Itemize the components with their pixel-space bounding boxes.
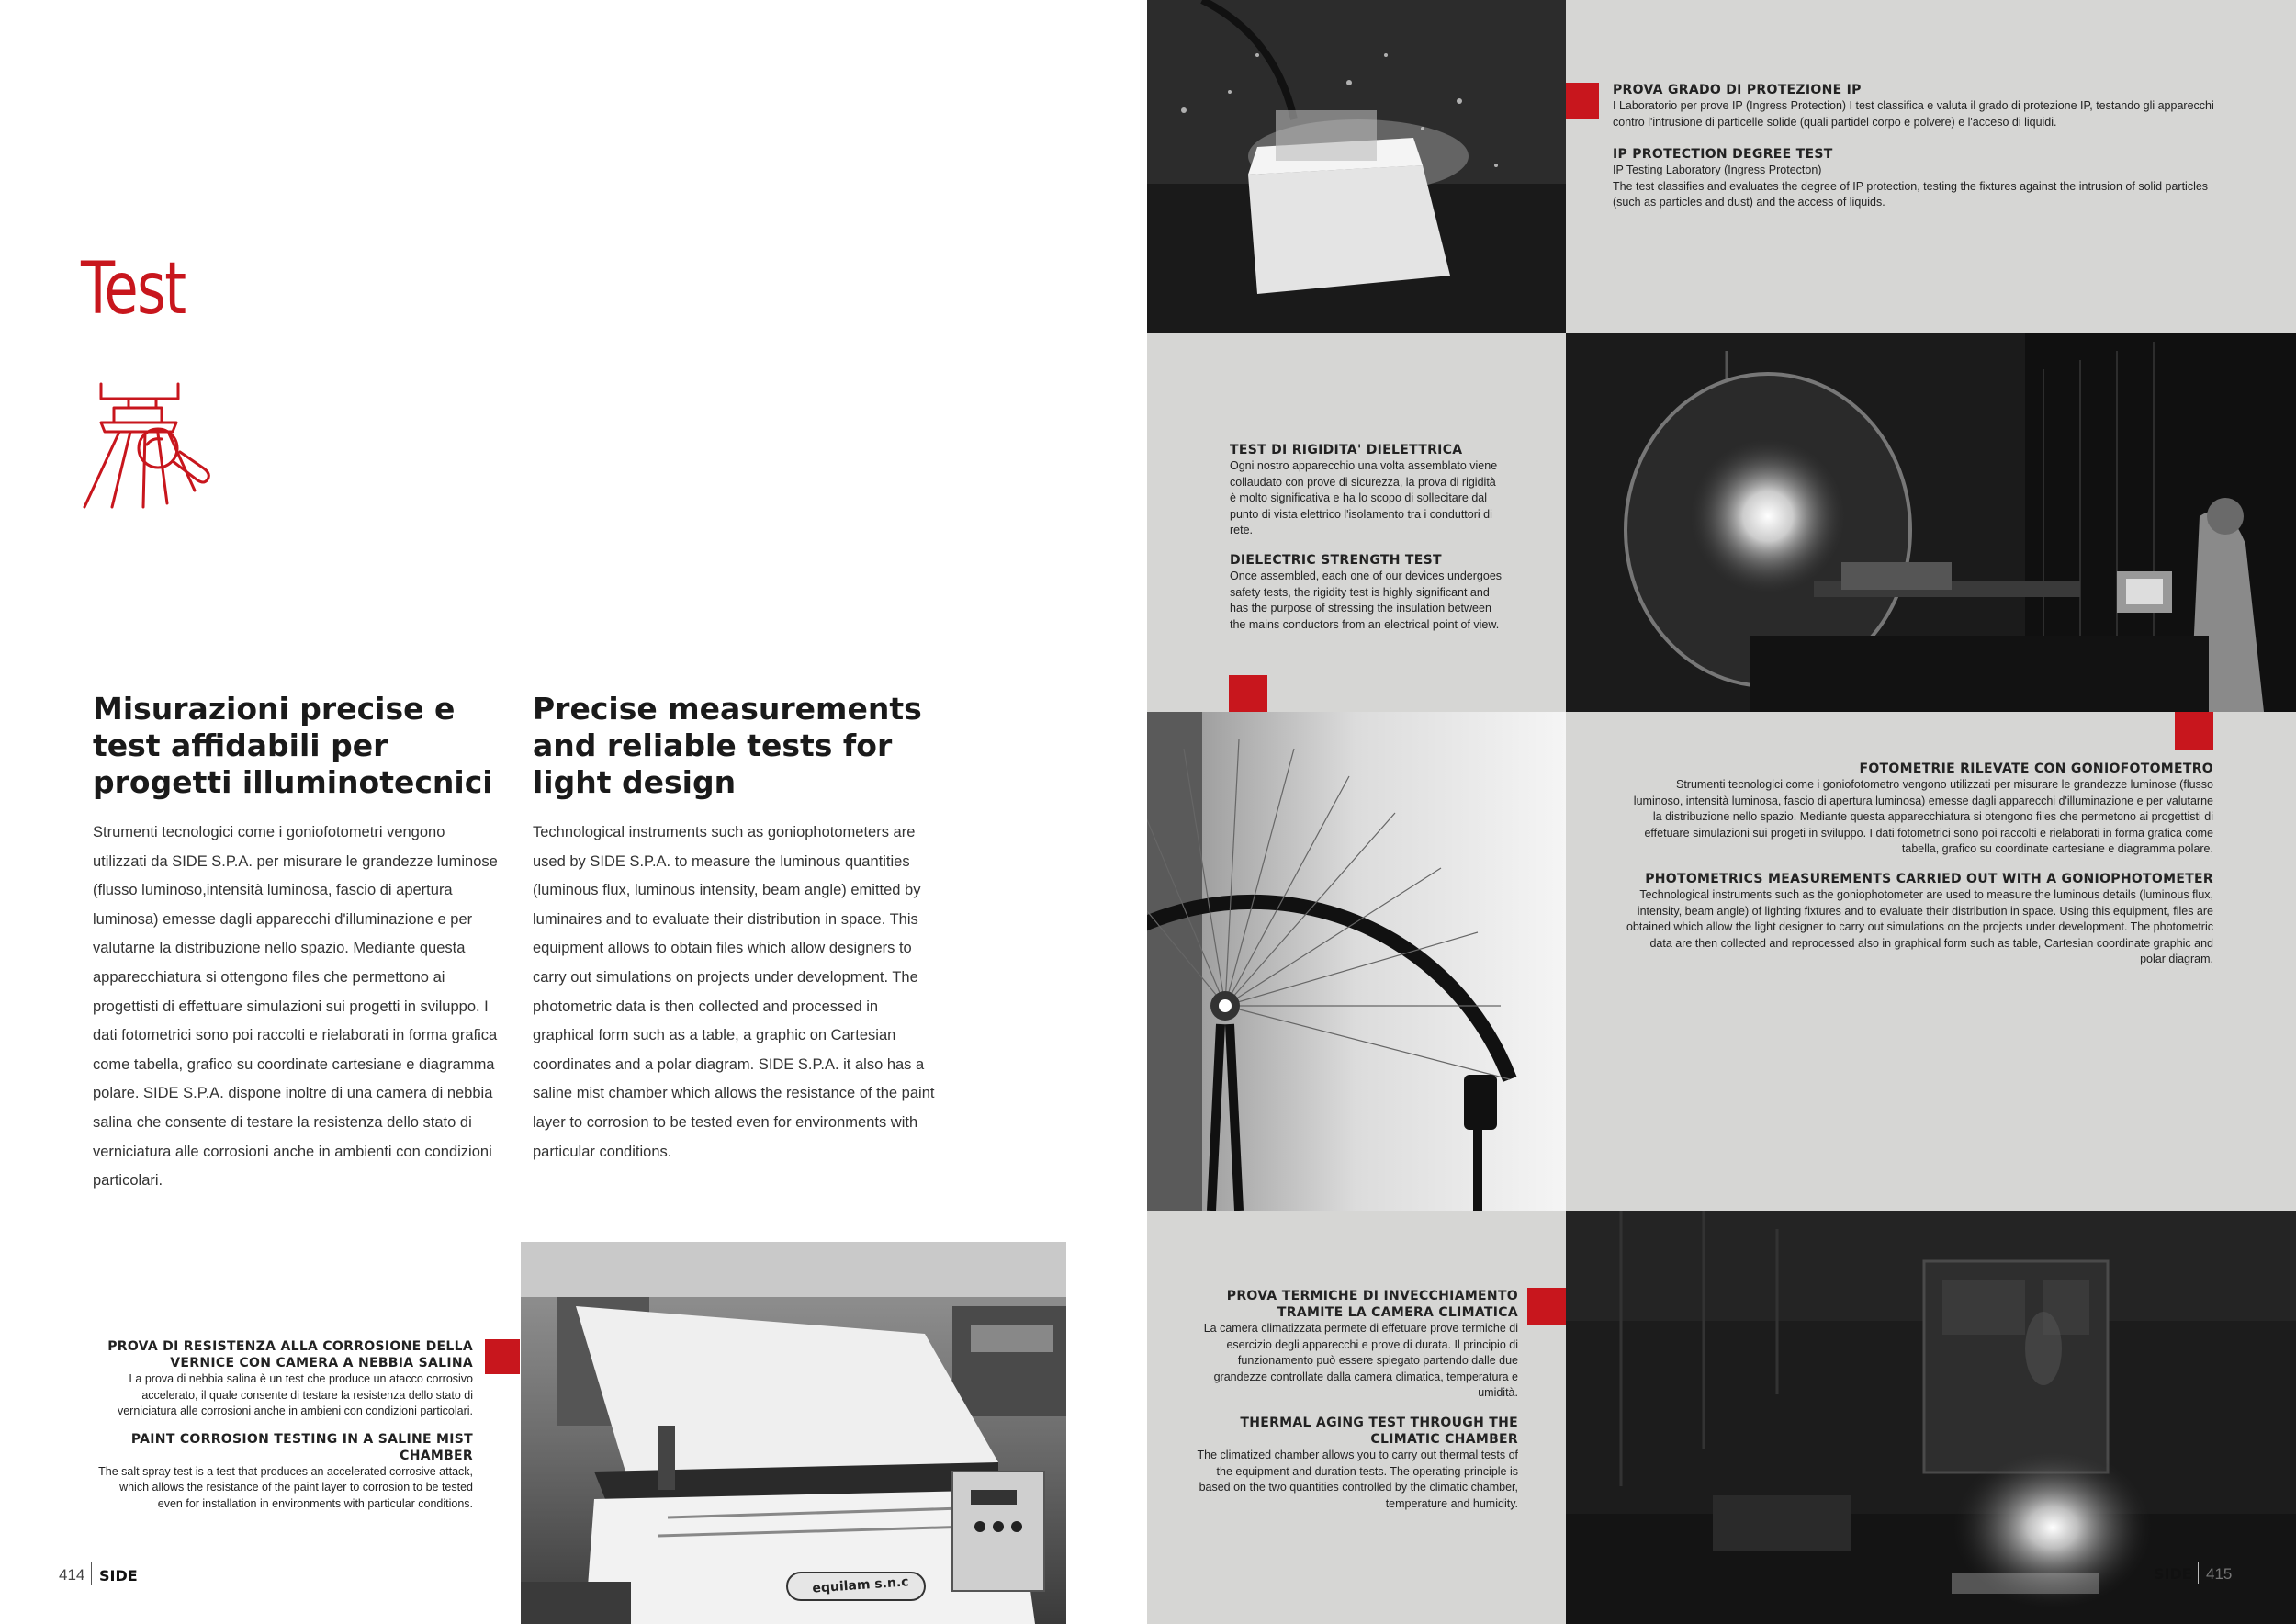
red-marker <box>2175 712 2213 750</box>
caption-dielectric-text-it: Ogni nostro apparecchio una volta assemblato viene collaudato con prove di sicurezza, la prova di rigidità è molto significativa e ha lo scopo di sollecitare dal punto di vista elettrico l'isolamento tra i conduttori di rete. <box>1230 459 1498 537</box>
test-lamp-magnifier-icon <box>77 380 235 514</box>
body-english: Technological instruments such as goniophotometers are used by SIDE S.P.A. to measure the luminous quantities (luminous flux, luminous intensity, beam angle) emitted by luminaires and to evaluate their distribution in space. This equipment allows to obtain files which allow designers to carry out simulations on projects under development. The photometric data is then collected and processed in graphical form such as a table, a graphic on Cartesian coordinates and a polar diagram. SIDE S.P.A. it also has a saline mist chamber which allows the resistance of the paint layer to corrosion to be tested even for environments with particular conditions. <box>533 824 935 1160</box>
footer-divider <box>2198 1562 2199 1584</box>
caption-salt-text-en: The salt spray test is a test that produces an accelerated corrosive attack, which allows the resistance of the paint layer to corrosion to be tested even for installation in environments with particular conditions. <box>98 1464 473 1510</box>
caption-ip-text-en2: The test classifies and evaluates the degree of IP protection, testing the fixtures against the intrusion of solid particles (such as particles and dust) and the access of liquids. <box>1613 179 2209 209</box>
caption-gonio-text-it: Strumenti tecnologici come i goniofotometro vengono utilizzati per misurare le grandezze luminose (flusso luminoso, intensità luminosa, fascio di apertura luminosa) emesse dagli apparecchi d'illuminazione e per valutarne la distribuzione nello spazio. Mediante questa apparecchiatura si otengono files che permetono ai progettisti di effetuare simulazioni sui progeti in sviluppo. I dati fotometrici sono poi raccolti e rielaborati in forma grafica come tabella, grafico su coordinate cartesiane e diagramma polare. <box>1633 778 2213 856</box>
caption-dielectric-heading-it: TEST DI RIGIDITA' DIELETTRICA <box>1230 443 1463 457</box>
page-number-left: 414 <box>59 1566 85 1584</box>
caption-salt-heading-en: PAINT CORROSION TESTING IN A SALINE MIST CHAMBER <box>130 1431 473 1463</box>
caption-salt-text-it: La prova di nebbia salina è un test che produce un atacco corrosivo accelerato, il quale consente di testare la resistenza dello stato di verniciatura alle corrosioni anche in ambieni con condizioni particolari. <box>117 1372 473 1418</box>
caption-gonio-heading-en: PHOTOMETRICS MEASUREMENTS CARRIED OUT WITH A GONIOPHOTOMETER <box>1645 871 2213 886</box>
page-title: Test <box>81 248 186 331</box>
red-marker <box>1229 675 1267 712</box>
caption-gonio-text-en: Technological instruments such as the goniophotometer are used to measure the luminous details (luminous flux, intensity, beam angle) of lighting fixtures and to evaluate their distribution in space. Using this equipment, files are obtained which allow the light designer to carry out simulations on the projects under development. The photometric data are then collected and reprocessed also in graphical form such as table, Cartesian coordinate graphic and polar diagram. <box>1626 887 2213 966</box>
photo-salt-mist-chamber <box>521 1242 1066 1624</box>
caption-thermal-text-en: The climatized chamber allows you to carry out thermal tests of the equipment and duration tests. The operating principle is based on the two quantities controlled by the climatic chamber, temperature and humidity. <box>1197 1448 1518 1510</box>
caption-salt-spray <box>92 1338 473 1513</box>
machine-brand-label: equilam s.n.c <box>811 1574 910 1596</box>
caption-thermal-heading-en: THERMAL AGING TEST THROUGH THE CLIMATIC CHAMBER <box>1240 1415 1518 1447</box>
caption-ip-heading-it: PROVA GRADO DI PROTEZIONE IP <box>1613 83 1862 97</box>
caption-ip-text-en1: IP Testing Laboratory (Ingress Protecton) <box>1613 164 1822 177</box>
caption-thermal-heading-it: PROVA TERMICHE DI INVECCHIAMENTO TRAMITE LA CAMERA CLIMATICA <box>1226 1289 1518 1320</box>
footer-divider <box>91 1562 92 1585</box>
red-marker <box>485 1339 520 1374</box>
red-marker <box>1527 1288 1566 1325</box>
caption-thermal-text-it: La camera climatizzata permete di effetuare prove termiche di esercizio degli apparecchi e prove di durata. Il principio di funzionamento può essere spiegato partendo dalle due grandezze controllate dalla camera climatica, temperatura e umidità. <box>1203 1322 1518 1400</box>
caption-dielectric <box>1230 442 1505 633</box>
caption-dielectric-heading-en: DIELECTRIC STRENGTH TEST <box>1230 552 1442 568</box>
photo-dielectric-lab <box>1566 333 2296 712</box>
caption-ip <box>1613 82 2219 211</box>
body-italian: Strumenti tecnologici come i goniofotometri vengono utilizzati da SIDE S.P.A. per misurare le grandezze luminose (flusso luminoso,intensità luminosa, fascio di apertura luminosa) emesse dagli apparecchi d'illuminazione e per valutarne la distribuzione nello spazio. Mediante questa apparecchiatura si ottengono files che permettono ai progettisti di effettuare simulazioni sui progetti in sviluppo. I dati fotometrici sono poi raccolti e rielaborati in forma grafica come tabella, grafico su coordinate cartesiane e diagramma polare. SIDE S.P.A. dispone inoltre di una camera di nebbia salina che consente di testare la resistenza dello stato di verniciatura alle corrosioni anche in ambienti con condizioni particolari. <box>93 824 498 1190</box>
caption-thermal <box>1194 1288 1518 1512</box>
heading-english: Precise measurements and reliable tests for light design <box>533 691 922 800</box>
photo-climatic-chamber <box>1566 1211 2296 1624</box>
heading-italian: Misurazioni precise e test affidabili per progetti illuminotecnici <box>93 691 493 800</box>
caption-gonio-heading-it: FOTOMETRIE RILEVATE CON GONIOFOTOMETRO <box>1859 761 2213 776</box>
caption-salt-heading-it: PROVA DI RESISTENZA ALLA CORROSIONE DELLA VERNICE CON CAMERA A NEBBIA SALINA <box>107 1339 473 1370</box>
caption-dielectric-text-en: Once assembled, each one of our devices undergoes safety tests, the rigidity test is highly significant and has the purpose of stressing the insulation between the mains conductors from an electrical point of view. <box>1230 569 1503 631</box>
footer-brand-right: SIDE <box>2154 1565 2192 1583</box>
page-number-right: 415 <box>2206 1565 2233 1583</box>
photo-goniophotometer <box>1147 712 1566 1211</box>
photo-ip-water-test <box>1147 0 1566 333</box>
footer-brand-left: SIDE <box>99 1567 138 1585</box>
caption-ip-text-it: I Laboratorio per prove IP (Ingress Protection) I test classifica e valuta il grado di protezione IP, testando gli apparecchi contro l'intrusione di particelle solide (quali partidel corpo e polvere) e l'acceso di liquidi. <box>1613 99 2214 129</box>
red-marker <box>1566 83 1599 119</box>
caption-gonio <box>1626 761 2213 968</box>
caption-ip-heading-en: IP PROTECTION DEGREE TEST <box>1613 147 1833 163</box>
